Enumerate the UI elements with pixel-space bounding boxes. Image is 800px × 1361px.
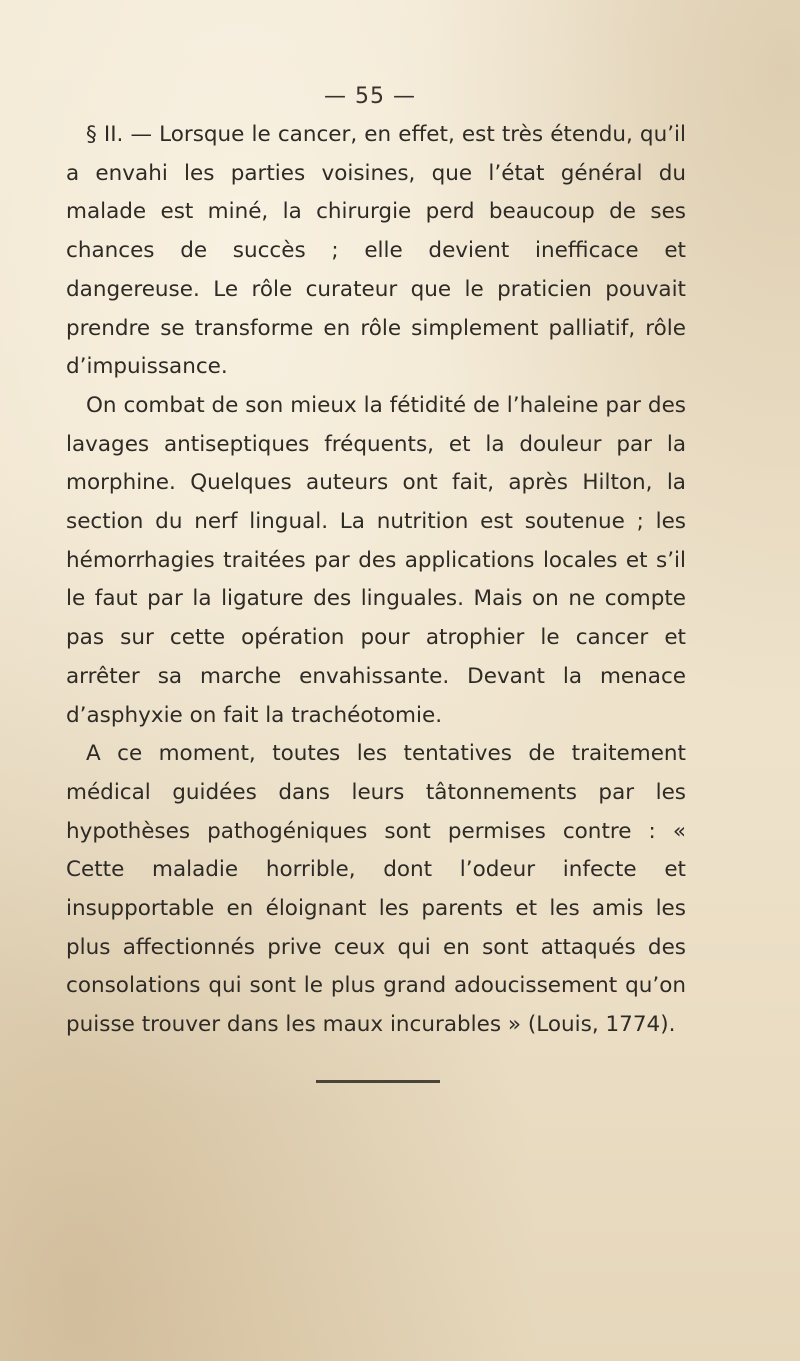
body-text <box>66 116 686 1045</box>
page-number: — 55 — <box>324 84 416 109</box>
paragraph-section-ii: § II. — Lorsque le cancer, en effet, est très étendu, qu’il a envahi les parties voisines, que l’état général du malade est miné, la chirurgie perd beaucoup de ses chances de succès ; elle devient inefficace et dangereuse. Le rôle curateur que le praticien pouvait prendre se transforme en rôle simplement palliatif, rôle d’impuissance. <box>66 122 686 380</box>
paragraph-palliative-care: On combat de son mieux la fétidité de l’haleine par des lavages antiseptiques fréquents, et la douleur par la morphine. Quelques auteurs ont fait, après Hilton, la section du nerf lingual. La nutrition est soutenue ; les hémorrhagies traitées par des applications locales et s’il le faut par la ligature des linguales. Mais on ne compte pas sur cette opération pour atrophier le cancer et arrêter sa marche envahissante. Devant la menace d’asphyxie on fait la trachéotomie. <box>66 392 686 728</box>
section-end-rule <box>316 1080 440 1083</box>
paragraph-medical-treatment: A ce moment, toutes les tentatives de traitement médical guidées dans leurs tâtonnements par les hypothèses pathogéniques sont permises contre : « Cette maladie horrible, dont l’odeur infecte et insupportable en éloignant les parents et les amis les plus affectionnés prive ceux qui en sont attaqués des consolations qui sont le plus grand adoucissement qu’on puisse trouver dans les maux incurables » (Louis, 1774). <box>66 741 686 1038</box>
